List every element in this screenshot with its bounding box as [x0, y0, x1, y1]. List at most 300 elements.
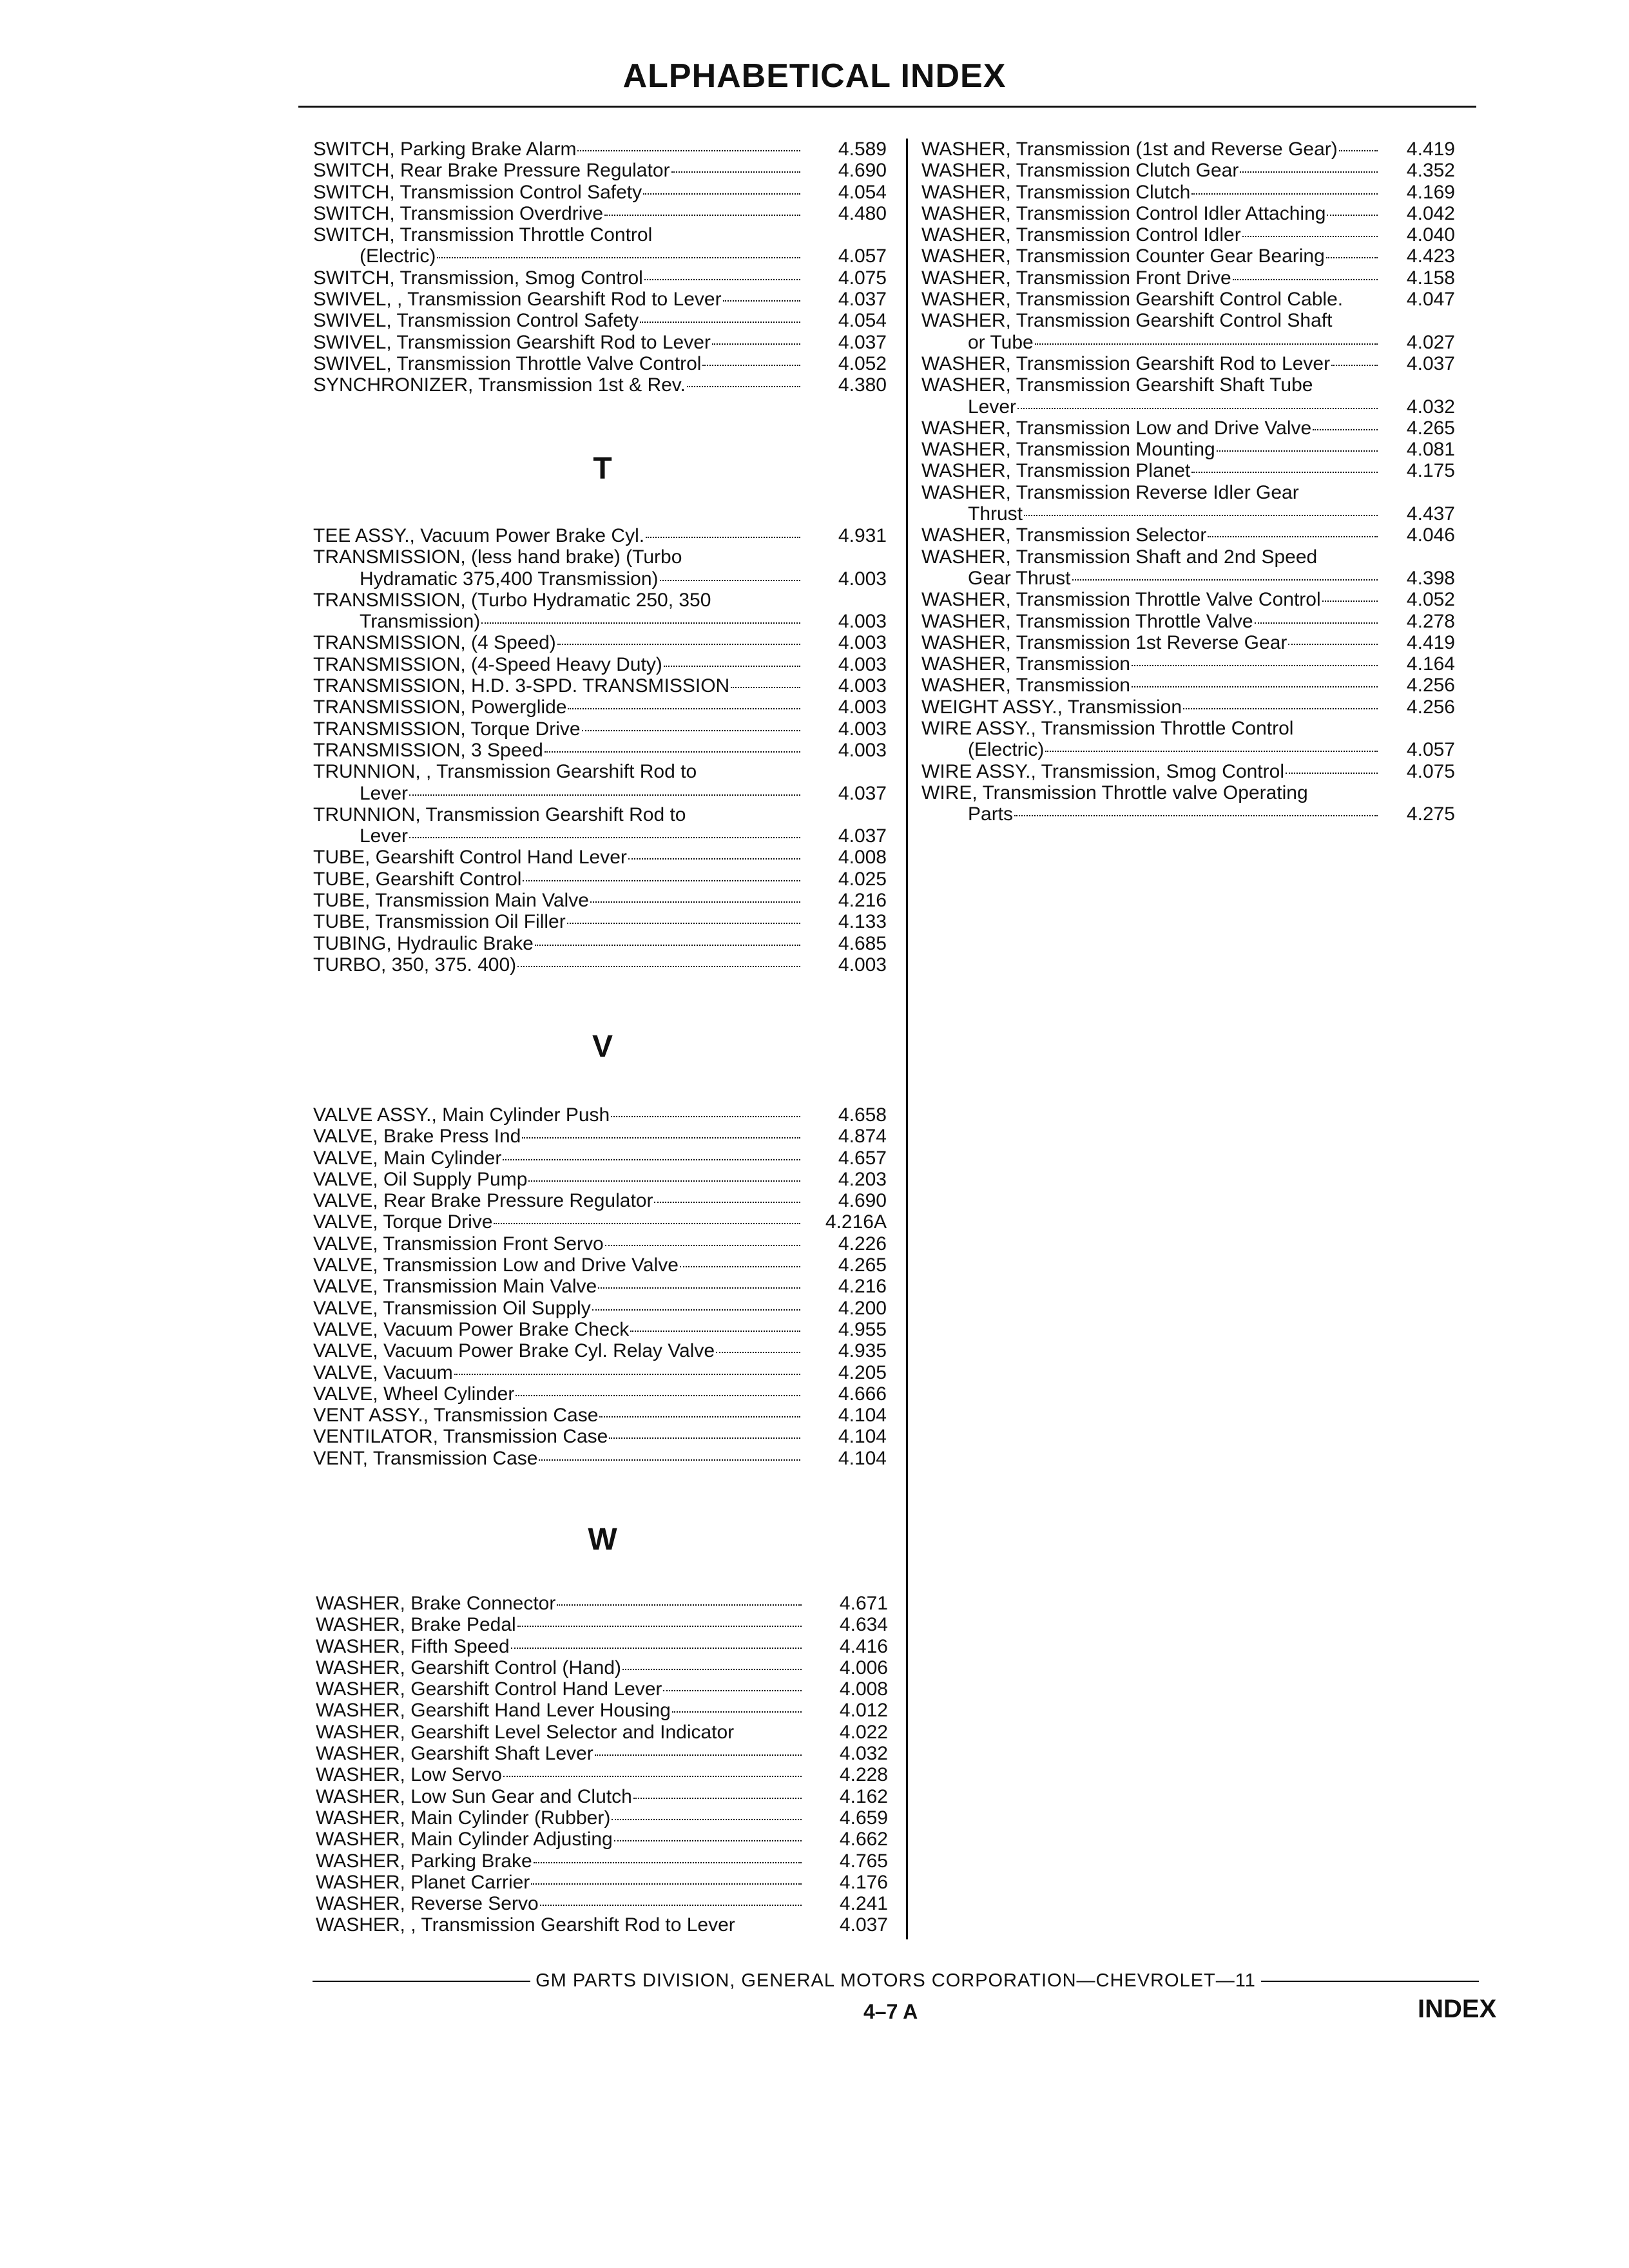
index-entry — [313, 1169, 887, 1190]
entry-text: VALVE, Rear Brake Pressure Regulator — [313, 1190, 653, 1212]
page-ref: 4.037 — [1406, 352, 1455, 374]
entry-text: WASHER, Transmission Reverse Idler Gear — [921, 481, 1299, 503]
entry-text: SWIVEL, Transmission Control Safety — [313, 310, 639, 332]
dot-leader — [592, 1309, 800, 1311]
index-entry — [313, 869, 887, 890]
index-entry — [313, 546, 887, 568]
t-entries-block — [313, 525, 887, 975]
page-ref: 4.437 — [1406, 503, 1455, 525]
page-ref: 4.008 — [838, 847, 887, 869]
index-entry — [921, 761, 1455, 782]
dot-leader — [1233, 279, 1378, 280]
entry-text: WASHER, Brake Pedal — [316, 1614, 516, 1636]
index-entry — [921, 503, 1455, 524]
footer-rule-right — [1261, 1981, 1479, 1982]
entry-text: TRUNNION, , Transmission Gearshift Rod to — [313, 761, 697, 783]
entry-text: Hydramatic 375,400 Transmission) — [360, 568, 659, 590]
index-entry — [313, 182, 887, 203]
dot-leader — [568, 708, 800, 709]
entry-text: TUBE, Gearshift Control Hand Lever — [313, 847, 627, 869]
entry-text: WASHER, Transmission Front Drive — [921, 267, 1231, 289]
page-ref: 4.955 — [838, 1318, 887, 1340]
dot-leader — [640, 322, 800, 323]
dot-leader — [1331, 365, 1378, 366]
index-entry — [921, 739, 1455, 760]
page-ref: 4.175 — [1406, 460, 1455, 482]
entry-text: WASHER, Transmission Mounting — [921, 439, 1215, 461]
entry-text: WASHER, Gearshift Level Selector and Indicator — [316, 1721, 735, 1743]
entry-text: WASHER, Main Cylinder Adjusting — [316, 1829, 613, 1850]
entry-text: Lever — [360, 782, 409, 804]
dot-leader — [517, 966, 800, 967]
entry-text: SWIVEL, Transmission Gearshift Rod to Lever — [313, 331, 711, 353]
dot-leader — [409, 837, 800, 838]
page-ref: 4.075 — [838, 267, 887, 289]
index-entry — [316, 1722, 888, 1743]
dot-leader — [630, 1331, 800, 1332]
entry-text: VALVE, Transmission Main Valve — [313, 1276, 597, 1298]
page-ref: 4.075 — [1406, 760, 1455, 782]
dot-leader — [1240, 171, 1378, 173]
index-entry — [313, 718, 887, 740]
dot-leader — [702, 365, 800, 366]
entry-text: TRANSMISSION, (less hand brake) (Turbo — [313, 546, 682, 568]
entry-text: TRANSMISSION, Powerglide — [313, 697, 567, 718]
footer-line — [313, 1970, 1479, 1992]
page-ref: 4.164 — [1406, 653, 1455, 675]
dot-leader — [528, 1180, 800, 1182]
dot-leader — [494, 1223, 800, 1224]
entry-text: WASHER, Gearshift Control Hand Lever — [316, 1678, 662, 1700]
dot-leader — [577, 150, 800, 151]
entry-text: SWITCH, Transmission Control Safety — [313, 181, 642, 203]
entry-text: VALVE, Transmission Front Servo — [313, 1233, 604, 1254]
page-ref: 4.032 — [1406, 396, 1455, 418]
index-entry — [313, 1190, 887, 1211]
index-entry — [313, 654, 887, 675]
dot-leader — [511, 1648, 802, 1649]
dot-leader — [723, 300, 800, 302]
entry-text: VALVE, Vacuum — [313, 1361, 453, 1383]
page-ref: 4.205 — [838, 1361, 887, 1383]
page-ref: 4.241 — [839, 1893, 888, 1915]
page-ref: 4.275 — [1406, 803, 1455, 825]
page-ref: 4.416 — [839, 1635, 888, 1657]
entry-text: WASHER, Transmission Gearshift Rod to Lever — [921, 352, 1331, 374]
dot-leader — [680, 1266, 800, 1267]
page-ref: 4.419 — [1406, 139, 1455, 160]
index-entry — [313, 911, 887, 932]
dot-leader — [1208, 536, 1378, 537]
entry-text: Parts — [968, 803, 1014, 825]
index-entry — [313, 1405, 887, 1426]
page-ref: 4.659 — [839, 1807, 888, 1829]
entry-text: WASHER, Transmission (1st and Reverse Gear) — [921, 139, 1338, 160]
entry-text: SWITCH, Transmission Throttle Control — [313, 224, 653, 246]
entry-text: SWIVEL, Transmission Throttle Valve Control — [313, 352, 702, 374]
entry-text: TURBO, 350, 375. 400) — [313, 954, 517, 975]
index-entry — [313, 697, 887, 718]
index-entry — [921, 653, 1455, 675]
index-entry — [313, 353, 887, 374]
page-ref: 4.037 — [838, 782, 887, 804]
entry-text: WASHER, Transmission Control Idler Attaching — [921, 202, 1326, 224]
index-entry — [921, 245, 1455, 267]
entry-text: WEIGHT ASSY., Transmission — [921, 696, 1182, 718]
page-ref: 4.380 — [838, 374, 887, 396]
page-ref: 4.012 — [839, 1700, 888, 1722]
entry-text: VENT, Transmission Case — [313, 1447, 538, 1469]
dot-leader — [614, 1840, 802, 1841]
section-letter-w: W — [588, 1523, 617, 1557]
entry-text: WASHER, Main Cylinder (Rubber) — [316, 1807, 611, 1829]
dot-leader — [531, 1883, 802, 1885]
entry-text: Transmission) — [360, 611, 481, 633]
index-entry — [921, 460, 1455, 481]
index-entry — [921, 589, 1455, 610]
page-ref: 4.657 — [838, 1147, 887, 1169]
page-ref: 4.256 — [1406, 696, 1455, 718]
page-ref: 4.423 — [1406, 245, 1455, 267]
page-ref: 4.765 — [839, 1850, 888, 1872]
page-ref: 4.006 — [839, 1657, 888, 1678]
index-entry — [316, 1807, 888, 1829]
dot-leader — [716, 1352, 800, 1353]
page-ref: 4.634 — [839, 1614, 888, 1636]
dot-leader — [1339, 150, 1378, 151]
dot-leader — [1322, 601, 1378, 602]
page-ref: 4.022 — [839, 1721, 888, 1743]
dot-leader — [633, 1798, 802, 1799]
index-entry — [316, 1893, 888, 1914]
index-entry — [316, 1678, 888, 1700]
index-entry — [316, 1700, 888, 1721]
index-entry — [316, 1872, 888, 1893]
entry-text: SWIVEL, , Transmission Gearshift Rod to Lever — [313, 289, 722, 311]
dot-leader — [1183, 708, 1378, 709]
index-entry — [313, 1211, 887, 1233]
index-entry — [921, 482, 1455, 503]
entry-text: VALVE, Vacuum Power Brake Check — [313, 1318, 630, 1340]
index-entry — [313, 1254, 887, 1276]
entry-text: WASHER, Transmission Gearshift Control Cable. — [921, 289, 1344, 311]
dot-leader — [517, 1626, 802, 1627]
page-title: ALPHABETICAL INDEX — [622, 57, 1007, 95]
w-entries-list — [316, 1593, 888, 1936]
s-entries-block — [313, 139, 887, 396]
page-ref: 4.133 — [838, 911, 887, 933]
index-entry — [313, 954, 887, 975]
dot-leader — [1132, 686, 1378, 687]
index-entry — [313, 1426, 887, 1447]
page-ref: 4.057 — [1406, 739, 1455, 761]
dot-leader — [595, 1754, 802, 1756]
page-ref: 4.228 — [839, 1764, 888, 1786]
entry-text: WASHER, Parking Brake — [316, 1850, 532, 1872]
entry-text: WASHER, Transmission Throttle Valve Control — [921, 589, 1321, 611]
index-entry — [316, 1743, 888, 1764]
index-entry — [313, 783, 887, 804]
page-ref: 4.169 — [1406, 181, 1455, 203]
index-entry — [921, 160, 1455, 181]
page-ref: 4.419 — [1406, 631, 1455, 653]
index-entry — [313, 761, 887, 782]
dot-leader — [660, 580, 800, 581]
entry-text: WASHER, Transmission Clutch Gear — [921, 160, 1239, 182]
index-entry — [313, 1126, 887, 1147]
index-entry — [313, 245, 887, 267]
page-ref: 4.265 — [838, 1254, 887, 1276]
page-ref: 4.037 — [838, 331, 887, 353]
index-entry — [313, 740, 887, 761]
dot-leader — [612, 1819, 802, 1820]
dot-leader — [1327, 215, 1378, 216]
index-entry — [313, 1340, 887, 1361]
dot-leader — [1313, 429, 1378, 430]
column-divider — [906, 139, 908, 1939]
page-ref: 4.104 — [838, 1447, 887, 1469]
index-entry — [921, 675, 1455, 696]
index-entry — [316, 1850, 888, 1872]
page-ref: 4.003 — [838, 739, 887, 761]
page-ref: 4.104 — [838, 1405, 887, 1427]
index-entry — [316, 1614, 888, 1635]
dot-leader — [604, 215, 800, 216]
index-entry — [313, 332, 887, 353]
index-entry — [313, 1104, 887, 1126]
index-entry — [921, 289, 1455, 310]
index-entry — [316, 1829, 888, 1850]
entry-text: (Electric) — [968, 739, 1045, 761]
entry-text: WASHER, Transmission Gearshift Control Shaft — [921, 310, 1333, 332]
index-entry — [313, 310, 887, 331]
entry-text: SWITCH, Parking Brake Alarm — [313, 139, 577, 160]
entry-text: WASHER, Transmission Control Idler — [921, 224, 1241, 246]
dot-leader — [1014, 815, 1378, 816]
dot-leader — [534, 1862, 802, 1863]
dot-leader — [644, 279, 800, 280]
page-ref: 4.047 — [1406, 289, 1455, 311]
entry-text: WASHER, Transmission Throttle Valve — [921, 610, 1253, 632]
page-ref: 4.003 — [838, 718, 887, 740]
footer-rule-left — [313, 1981, 530, 1982]
entry-text: VALVE, Transmission Low and Drive Valve — [313, 1254, 679, 1276]
page-ref: 4.589 — [838, 139, 887, 160]
index-entry — [921, 418, 1455, 439]
dot-leader — [646, 537, 800, 538]
entry-text: WASHER, Transmission Counter Gear Bearing — [921, 245, 1325, 267]
dot-leader — [409, 794, 800, 796]
entry-text: WASHER, Transmission Low and Drive Valve — [921, 417, 1312, 439]
dot-leader — [598, 1287, 800, 1289]
entry-text: WASHER, Brake Connector — [316, 1593, 556, 1614]
entry-text: TRANSMISSION, 3 Speed — [313, 739, 543, 761]
w-entries-block — [316, 1593, 888, 1936]
page-ref: 4.003 — [838, 954, 887, 975]
page-ref: 4.052 — [1406, 589, 1455, 611]
index-entry — [313, 289, 887, 310]
dot-leader — [712, 343, 800, 345]
dot-leader — [1132, 665, 1378, 666]
v-entries-list — [313, 1104, 887, 1469]
page-ref: 4.666 — [838, 1383, 887, 1405]
page-ref: 4.874 — [838, 1126, 887, 1148]
entry-text: WASHER, Transmission Shaft and 2nd Speed — [921, 546, 1318, 568]
index-entry — [313, 1233, 887, 1254]
entry-text: TRANSMISSION, (4 Speed) — [313, 632, 556, 654]
page-ref: 4.935 — [838, 1340, 887, 1362]
dot-leader — [481, 622, 800, 624]
index-entry — [921, 224, 1455, 245]
dot-leader — [1191, 472, 1378, 473]
dot-leader — [539, 1459, 800, 1461]
entry-text: SYNCHRONIZER, Transmission 1st & Rev. — [313, 374, 686, 396]
page-ref: 4.003 — [838, 611, 887, 633]
index-entry — [313, 224, 887, 245]
entry-text: WASHER, Transmission 1st Reverse Gear — [921, 631, 1287, 653]
dot-leader — [687, 386, 800, 387]
index-entry — [921, 611, 1455, 632]
index-entry — [313, 374, 887, 396]
index-entry — [313, 160, 887, 181]
entry-text: WASHER, Gearshift Control (Hand) — [316, 1657, 622, 1678]
dot-leader — [1191, 193, 1378, 195]
entry-text: VALVE, Vacuum Power Brake Cyl. Relay Valve — [313, 1340, 715, 1362]
page-ref: 4.081 — [1406, 439, 1455, 461]
page-ref: 4.216 — [838, 1276, 887, 1298]
page-ref: 4.025 — [838, 868, 887, 890]
index-entry — [316, 1593, 888, 1614]
entry-text: VALVE, Transmission Oil Supply — [313, 1297, 591, 1319]
page-ref: 4.003 — [838, 675, 887, 697]
page-ref: 4.176 — [839, 1871, 888, 1893]
page-number: 4–7 A — [863, 2000, 918, 2023]
entry-text: TUBING, Hydraulic Brake — [313, 932, 534, 954]
index-entry — [921, 697, 1455, 718]
entry-text: VALVE, Brake Press Ind — [313, 1126, 521, 1148]
page-ref: 4.037 — [838, 825, 887, 847]
index-entry — [921, 524, 1455, 546]
section-letter-t: T — [593, 452, 612, 486]
dot-leader — [611, 1116, 800, 1117]
entry-text: WIRE, Transmission Throttle valve Operating — [921, 782, 1308, 803]
dot-leader — [643, 193, 800, 195]
page-ref: 4.008 — [839, 1678, 888, 1700]
dot-leader — [1326, 257, 1378, 258]
page-ref: 4.003 — [838, 697, 887, 718]
index-entry — [313, 1362, 887, 1383]
dot-leader — [523, 880, 800, 881]
page-ref: 4.054 — [838, 310, 887, 332]
index-entry — [921, 374, 1455, 396]
page-ref: 4.003 — [838, 653, 887, 675]
right-entries-list — [921, 139, 1455, 825]
dot-leader — [540, 1905, 802, 1906]
index-entry — [313, 1319, 887, 1340]
page-ref: 4.054 — [838, 181, 887, 203]
t-entries-list — [313, 525, 887, 975]
entry-text: WASHER, Fifth Speed — [316, 1635, 510, 1657]
index-entry — [316, 1786, 888, 1807]
index-label: INDEX — [1418, 1995, 1497, 2023]
page-ref: 4.265 — [1406, 417, 1455, 439]
page-ref: 4.690 — [838, 1190, 887, 1212]
entry-text: WASHER, Low Sun Gear and Clutch — [316, 1785, 632, 1807]
entry-text: VENTILATOR, Transmission Case — [313, 1426, 608, 1448]
entry-text: WASHER, Transmission — [921, 675, 1130, 697]
index-entry — [921, 353, 1455, 374]
index-entry — [313, 203, 887, 224]
entry-text: WASHER, Transmission Planet — [921, 460, 1191, 482]
dot-leader — [622, 1669, 802, 1670]
page-ref: 4.690 — [838, 160, 887, 182]
page-ref: 4.216 — [838, 890, 887, 912]
dot-leader — [609, 1437, 800, 1439]
dot-leader — [535, 945, 800, 946]
page-ref: 4.032 — [839, 1743, 888, 1765]
entry-text: WASHER, Planet Carrier — [316, 1871, 530, 1893]
dot-leader — [590, 901, 800, 903]
entry-text: WASHER, Gearshift Hand Lever Housing — [316, 1700, 671, 1722]
page-ref: 4.042 — [1406, 202, 1455, 224]
dot-leader — [503, 1159, 800, 1160]
dot-leader — [628, 858, 800, 860]
index-entry — [313, 804, 887, 825]
entry-text: TEE ASSY., Vacuum Power Brake Cyl. — [313, 525, 645, 546]
entry-text: Lever — [360, 825, 409, 847]
entry-text: TUBE, Transmission Main Valve — [313, 890, 589, 912]
dot-leader — [605, 1245, 800, 1246]
index-entry — [921, 310, 1455, 331]
entry-text: TRANSMISSION, Torque Drive — [313, 718, 581, 740]
dot-leader — [557, 644, 800, 645]
dot-leader — [663, 1690, 802, 1691]
index-entry — [921, 546, 1455, 568]
index-entry — [316, 1636, 888, 1657]
index-entry — [313, 933, 887, 954]
entry-text: WASHER, Low Servo — [316, 1764, 502, 1786]
entry-text: TRANSMISSION, H.D. 3-SPD. TRANSMISSION — [313, 675, 730, 697]
page-ref: 4.662 — [839, 1829, 888, 1850]
index-entry — [313, 1383, 887, 1405]
page-ref: 4.278 — [1406, 610, 1455, 632]
entry-text: WASHER, Transmission Selector — [921, 524, 1207, 546]
index-entry — [313, 1448, 887, 1469]
dot-leader — [1242, 236, 1378, 237]
entry-text: WASHER, Transmission Gearshift Shaft Tube — [921, 374, 1313, 396]
dot-leader — [1035, 343, 1378, 345]
index-entry — [313, 847, 887, 868]
page-ref: 4.658 — [838, 1104, 887, 1126]
page-ref: 4.158 — [1406, 267, 1455, 289]
index-entry — [921, 182, 1455, 203]
dot-leader — [437, 257, 800, 258]
index-entry — [921, 803, 1455, 825]
index-entry — [921, 267, 1455, 289]
dot-leader — [582, 730, 800, 731]
page-ref: 4.216A — [825, 1211, 887, 1233]
entry-text: VALVE, Oil Supply Pump — [313, 1168, 528, 1190]
index-entry — [313, 525, 887, 546]
page-ref: 4.040 — [1406, 224, 1455, 246]
entry-text: WASHER, Gearshift Shaft Lever — [316, 1743, 593, 1765]
dot-leader — [1217, 450, 1378, 452]
page-ref: 4.037 — [838, 289, 887, 311]
right-column — [921, 139, 1455, 825]
page-ref: 4.671 — [839, 1593, 888, 1614]
dot-leader — [522, 1137, 800, 1139]
entry-text: WASHER, Transmission Clutch — [921, 181, 1191, 203]
